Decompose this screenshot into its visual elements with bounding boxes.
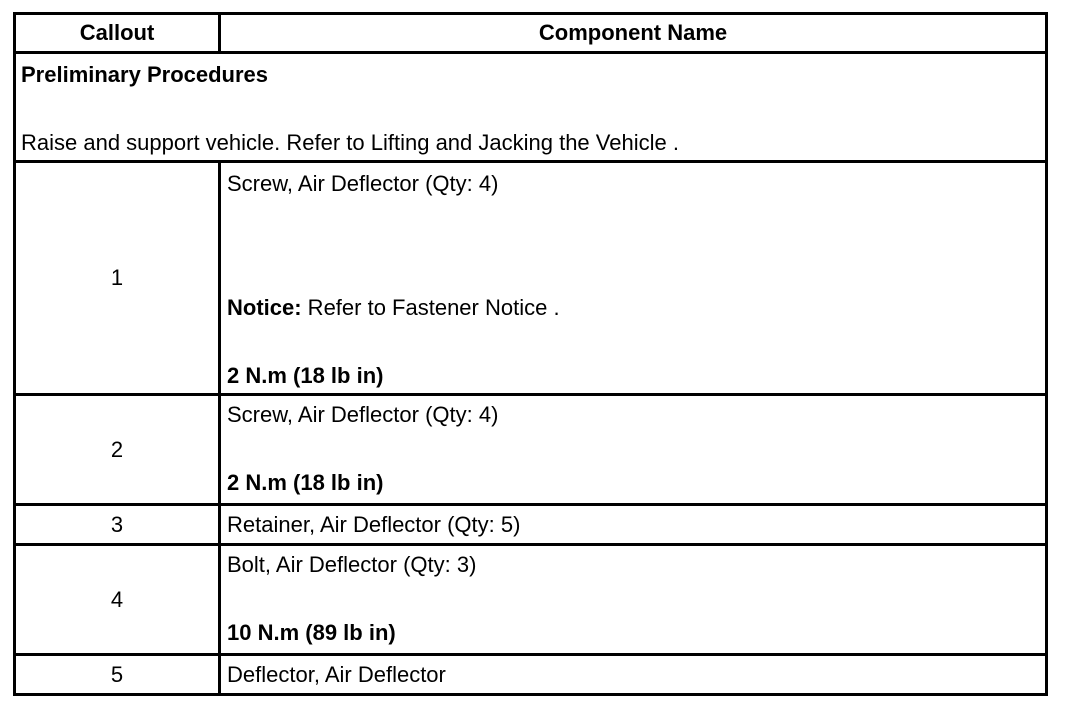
component-name: Screw, Air Deflector (Qty: 4) (227, 171, 499, 196)
component-table (13, 12, 1045, 700)
table-row (15, 545, 1047, 655)
torque-spec: 2 N.m (18 lb in) (227, 470, 384, 495)
callout-cell: 1 (15, 162, 220, 395)
component-name: Deflector, Air Deflector (220, 655, 1047, 695)
table-row (15, 395, 1047, 505)
torque-spec: 10 N.m (89 lb in) (227, 620, 396, 645)
component-name: Screw, Air Deflector (Qty: 4) (227, 402, 499, 427)
notice-text: Refer to Fastener Notice . (301, 295, 560, 320)
table-row (15, 655, 1047, 695)
callout-header: Callout (15, 14, 220, 53)
preliminary-title: Preliminary Procedures (21, 62, 269, 87)
callout-cell: 5 (15, 655, 220, 695)
table-row (15, 505, 1047, 545)
callout-cell: 3 (15, 505, 220, 545)
component-header: Component Name (220, 14, 1047, 53)
preliminary-text: Raise and support vehicle. Refer to Lifting and Jacking the Vehicle . (21, 130, 679, 155)
torque-spec: 2 N.m (18 lb in) (227, 363, 384, 388)
component-name: Retainer, Air Deflector (Qty: 5) (220, 505, 1047, 545)
table-row (15, 162, 1047, 395)
header-row (15, 14, 1047, 53)
callout-cell: 4 (15, 545, 220, 655)
notice-label: Notice: (227, 295, 302, 320)
component-name: Bolt, Air Deflector (Qty: 3) (227, 552, 477, 577)
notice-line (227, 295, 1045, 321)
callout-cell: 2 (15, 395, 220, 505)
preliminary-row (15, 53, 1047, 162)
